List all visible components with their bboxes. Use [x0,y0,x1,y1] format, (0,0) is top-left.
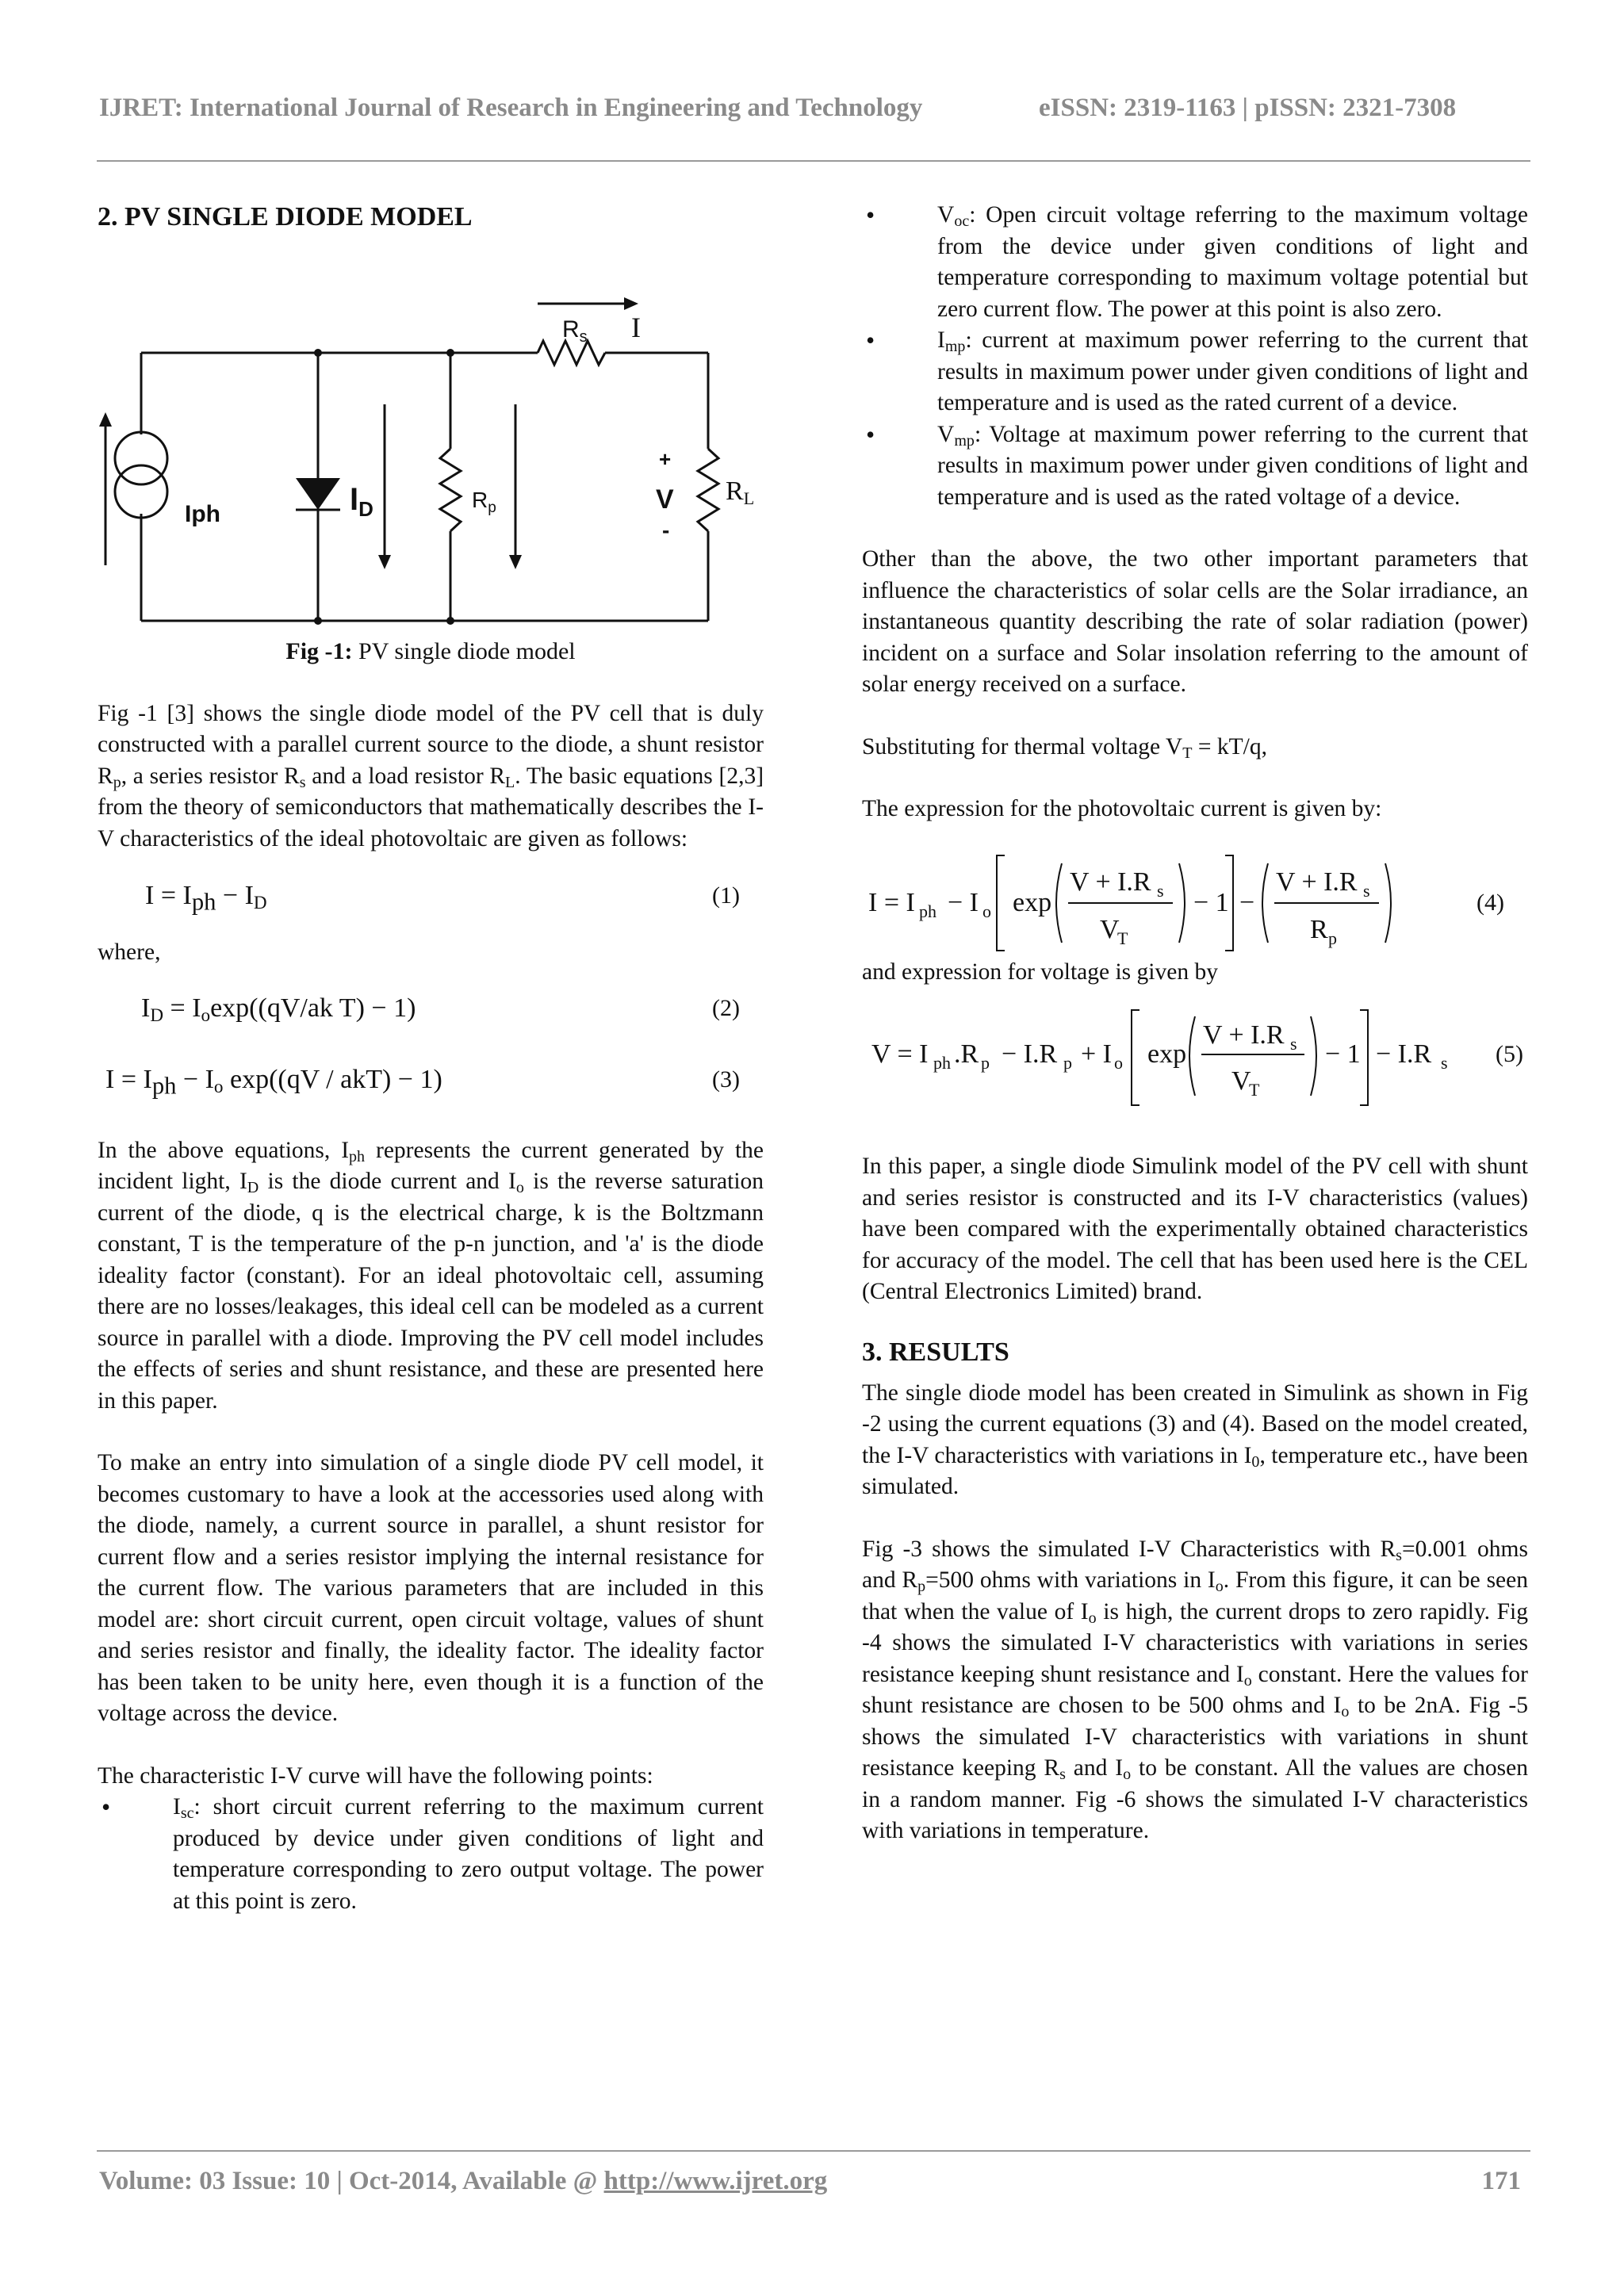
svg-text:+ I: + I [1081,1039,1112,1069]
svg-text:p: p [1328,928,1337,948]
section-2-title: 2. PV SINGLE DIODE MODEL [98,202,473,232]
equation-5-formula [862,1007,1480,1112]
label-minus: - [662,518,670,542]
label-v: V [656,484,674,515]
svg-text:I = I: I = I [868,887,915,917]
where-label: where, [98,939,161,965]
equation-1: $I = I_{ph} - I_D$ (1) [145,881,740,916]
paragraph-results-figures: Fig -3 shows the simulated I-V Characteristics with $R_s=0.001$ ohms and $R_p=500$ ohms with variations in $I_o$. From this figure, it can be seen that when the value of $I_o$ is high, the current drops to zero rapidly. Fig -4 shows the simulated I-V characteristics with variations in series resistance keeping shunt resistance and $I_o$ constant. Here the values for shunt resistance are chosen to be 500 ohms and $I_o$ to be 2nA. Fig -5 shows the simulated I-V characteristics with variations in shunt resistance keeping $R_s$ and $I_o$ to be constant. All the values are chosen in a random manner. Fig -6 shows the simulated I-V characteristics with variations in temperature. [862,1536,1529,1843]
svg-text:− 1: − 1 [1193,887,1229,917]
iv-points-list-left [98,1792,764,1917]
figure-1-caption: Fig -1: PV single diode model [285,638,576,664]
page-footer [99,2167,1530,2196]
svg-text:ph: ph [919,901,936,921]
svg-text:V: V [1231,1066,1251,1096]
page-header [99,94,1530,123]
svg-text:.R: .R [954,1039,979,1069]
svg-text:s: s [1157,880,1164,901]
paragraph-solar-parameters: Other than the above, the two other important parameters that influence the characteristics of solar cells are the Solar irradiance, an instantaneous quantity describing the rate of solar radiation (power) incident on a surface and Solar insolation referring to the amount of solar energy received on a surface. [862,546,1528,697]
list-item-voc: • $V_{oc}$: Open circuit voltage referring to the maximum voltage from the device under given conditions of light and temperature corresponding to maximum voltage potential but zero current flow. The power at this point is also zero. [862,200,1528,325]
svg-text:V + I.R: V + I.R [1070,867,1151,897]
paragraph-thermal-voltage: Substituting for thermal voltage $V_T = kT/q$, [862,733,1267,762]
journal-name: IJRET: International Journal of Research in Engineering and Technology [99,94,923,122]
journal-link[interactable]: http://www.ijret.org [603,2167,828,2195]
svg-text:o: o [1114,1053,1123,1073]
label-rl: RL [726,476,755,508]
svg-text:V + I.R: V + I.R [1276,867,1358,897]
svg-text:s: s [1441,1053,1448,1073]
label-i: I [631,312,641,343]
list-item-imp: • $I_{mp}$: current at maximum power referring to the current that results in maximum power under given conditions of light and temperature and is used as the rated current of a device. [862,325,1528,419]
svg-text:−: − [1239,887,1255,917]
header-rule [97,160,1530,162]
svg-text:T: T [1117,928,1128,948]
svg-text:o: o [982,901,991,921]
page-number: 171 [1481,2167,1521,2195]
label-rp: $R_p$ [472,488,496,516]
label-plus: + [659,447,672,471]
paragraph-pv-current-intro: The expression for the photovoltaic current is given by: [862,796,1382,821]
issn-info: eISSN: 2319-1163 | pISSN: 2321-7308 [1039,94,1457,122]
paragraph-simulink-model: In this paper, a single diode Simulink model of the PV cell with shunt and series resistor is constructed and its I-V characteristics (values) have been compared with the experimentally obtained characteristics for accuracy of the model. The cell that has been used here is the CEL (Central Electronics Limited) brand. [862,1154,1528,1304]
svg-text:− I.R: − I.R [1376,1039,1432,1069]
svg-text:s: s [1290,1034,1297,1054]
right-column [862,200,1528,1847]
svg-text:R: R [1310,914,1328,944]
list-item-vmp: • $V_{mp}$: Voltage at maximum power referring to the current that results in maximum power under given conditions of light and temperature and is used as the rated voltage of a device. [862,419,1528,514]
svg-text:V + I.R: V + I.R [1203,1020,1285,1050]
list-item-isc: • $I_{sc}$: short circuit current referring to the maximum current produced by device under given conditions of light and temperature corresponding to zero output voltage. The power at this point is zero. [98,1792,764,1917]
volume-info: Volume: 03 Issue: 10 | Oct-2014, Available @ [99,2167,604,2195]
equation-4-formula [862,849,1465,954]
label-id: $I_D$ [350,482,373,521]
svg-text:p: p [1063,1053,1072,1073]
label-rs: $R_s$ [562,316,588,346]
footer-rule [97,2150,1530,2152]
label-iph: Iph [185,501,220,527]
equation-4: I = I ph − I o exp V + I.R s V T − 1 − V + I.R s R p (4) [862,849,1528,954]
figure-1-circuit [98,236,764,633]
svg-text:T: T [1249,1080,1260,1100]
circuit-diagram [98,236,764,633]
svg-text:s: s [1363,880,1370,901]
left-column [98,198,764,1917]
paragraph-simulation-entry: To make an entry into simulation of a single diode PV cell model, it becomes customary to have a look at the accessories used along with the diode, namely, a current source in parallel, a shunt resistor for current flow and a series resistor implying the internal resistance for the current flow. The various parameters that are included in this model are: short circuit current, open circuit voltage, values of shunt and series resistor and finally, the ideality factor. The ideality factor has been taken to be unity here, even though it is a function of the voltage across the device. [98,1450,764,1726]
paragraph-results-model: The single diode model has been created in Simulink as shown in Fig -2 using the current equations (3) and (4). Based on the model created, the I-V characteristics with variations in $I_0$, temperature etc., have been simulated. [862,1380,1528,1499]
svg-text:− I: − I [948,887,979,917]
paragraph-fig1-description: Fig -1 [3] shows the single diode model of the PV cell that is duly constructed with a parallel current source to the diode, a shunt resistor $R_p$, a series resistor $R_s$ and a load resistor $R_L$. The basic equations [2,3] from the theory of semiconductors that mathematically describes the I-V characteristics of the ideal photovoltaic are given as follows: [98,700,764,851]
svg-text:V = I: V = I [871,1039,929,1069]
svg-text:− 1: − 1 [1325,1039,1361,1069]
paragraph-voltage-intro: and expression for voltage is given by [862,959,1218,985]
svg-text:exp: exp [1013,887,1052,917]
svg-text:− I.R: − I.R [1002,1039,1058,1069]
equation-2: $I_D = I_o\exp((qV/ak$ T) − 1) (2) [141,993,740,1026]
paragraph-equation-terms: In the above equations, $I_{ph}$ represents the current generated by the incident light, $I_D$ is the diode current and $I_o$ is the reverse saturation current of the diode, q is the electrical charge, k is the Boltzmann constant, T is the temperature of the p-n junction, and 'a' is the diode ideality factor (constant). For an ideal photovoltaic cell, assuming there are no losses/leakages, this ideal cell can be modeled as a current source in parallel with a diode. Improving the PV cell model includes the effects of series and shunt resistance, and these are presented here in this paper. [98,1137,764,1414]
equation-3: $I = I_{ph} - I_o$ exp((qV / akT) − 1) (3) [105,1064,740,1100]
svg-text:ph: ph [933,1053,951,1073]
svg-text:V: V [1100,914,1120,944]
svg-text:p: p [981,1053,990,1073]
paragraph-iv-points: The characteristic I-V curve will have the following points: [98,1762,653,1789]
equation-5: V = I ph .R p − I.R p + I o exp V + I.R s V T − 1 − I.R s (5) [862,1007,1528,1112]
svg-text:exp: exp [1147,1039,1187,1069]
section-3-title: 3. RESULTS [862,1337,1009,1367]
iv-points-list-right [862,200,1528,513]
